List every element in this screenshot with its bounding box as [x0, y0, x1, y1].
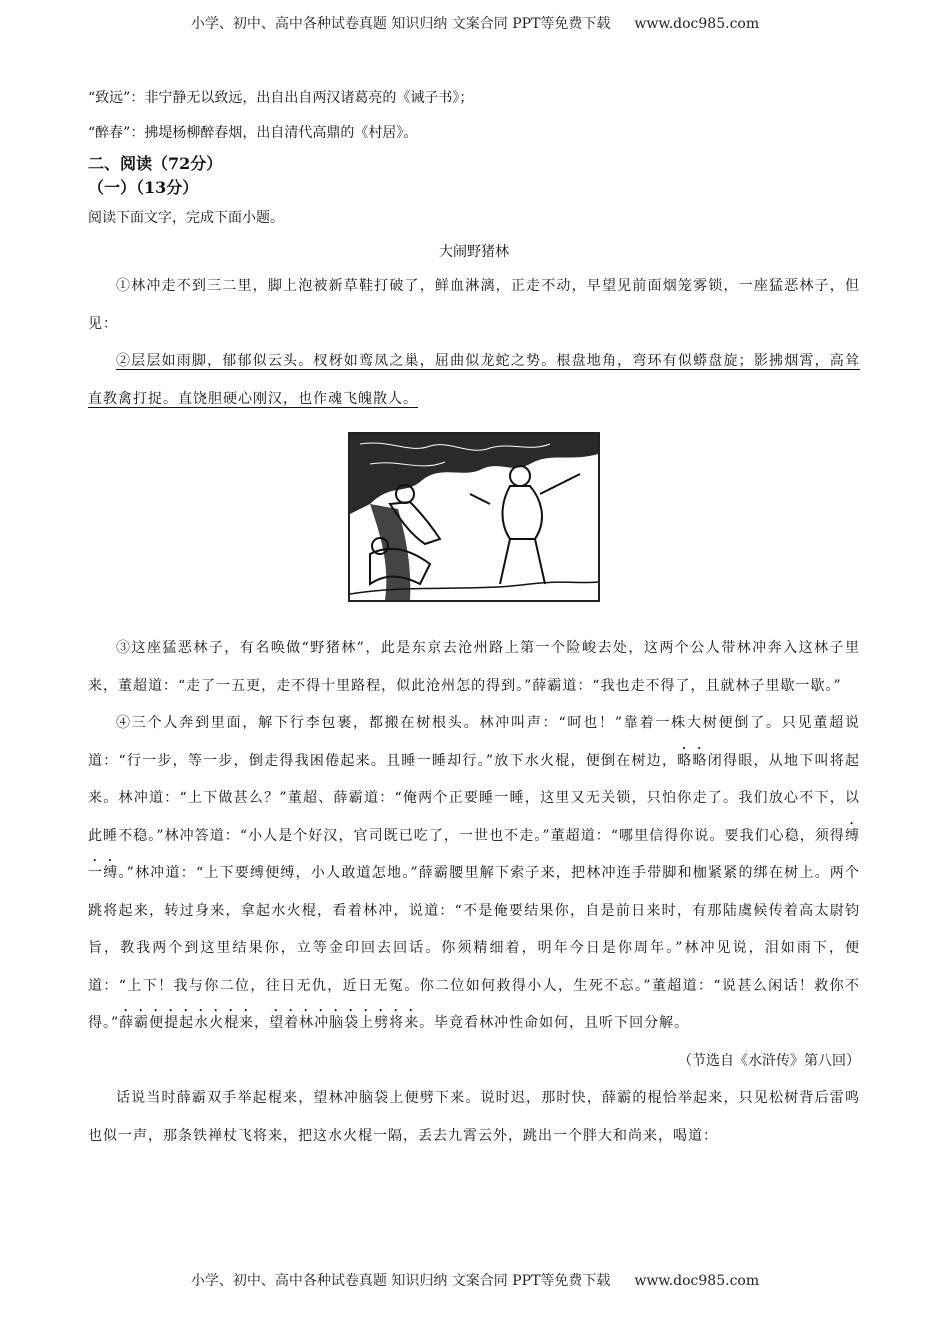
- document-body: [88, 88, 860, 1155]
- section-title: 二、阅读（72分）: [88, 154, 223, 173]
- illustration-woodcut: [348, 432, 600, 602]
- page-header: [0, 13, 950, 33]
- footer-text: 小学、初中、高中各种试卷真题 知识归纳 文案合同 PPT等免费下载: [190, 1273, 611, 1289]
- paragraph-1: ①林冲走不到三二里，脚上泡被新草鞋打破了，鲜血淋漓，正走不动，早望见前面烟笼雾锁，一座猛恶林子，但见：: [88, 278, 860, 332]
- paragraph-4-part-d: 。毕竟看林冲性命如何，且听下回分解。: [419, 1015, 690, 1031]
- emphasis-lvelve: 略略: [677, 752, 708, 769]
- paragraph-4-part-c: 。”林冲道：“上下要缚便缚，小人敢道怎地。”薛霸腰里解下索子来，把林冲连手带脚和枷紧紧的绑在树上。两个跳将起来，转过身来，拿起水火棍，看着林冲，说道：“不是俺要结果你，自是前日来时，有那陆虞候传着高太尉钧旨，教我两个到这里结果你，立等金印回去回话。你须精细着，明年今日是你周年。”林冲见说，泪如雨下，便道：“上下！我与你二位，往日无仇，近日无冤。你二位如何救得小人，生死不忘。”董超道：“说甚么闲话！救你不得。”: [88, 865, 861, 1031]
- note-zuichun: “醉春”：拂堤杨柳醉春烟，出自清代高鼎的《村居》。: [88, 125, 418, 141]
- instruction: 阅读下面文字，完成下面小题。: [88, 210, 284, 226]
- emphasis-xueba: 薛霸便提起水火棍来，望着林冲脑袋上劈将来: [119, 1015, 420, 1031]
- paragraph-4: [88, 705, 860, 1043]
- header-text: 小学、初中、高中各种试卷真题 知识归纳 文案合同 PPT等免费下载: [190, 16, 611, 32]
- passage-title: 大闹野猪林: [439, 244, 509, 260]
- page-footer: [0, 1270, 950, 1290]
- paragraph-4-part-a: ④三个人奔到里面，解下行李包裹，都搬在树根头。林冲叫声：“呵也！”靠着一株大树便倒了。只见董超说道：“行一步，等一步，倒走得我困倦起来。且睡一睡却行。”放下水火棍，便倒在树边，: [88, 715, 860, 769]
- illustration-drawing: [350, 434, 598, 600]
- header-url[interactable]: www.doc985.com: [634, 16, 760, 32]
- paragraph-3: ③这座猛恶林子，有名唤做“野猪林”，此是东京去沧州路上第一个险峻去处，这两个公人带林冲奔入这林子里来，董超道：“走了一五更，走不得十里路程，似此沧州怎的得到。”薛霸道：“我也走不得了，且就林子里歇一歇。”: [88, 640, 860, 694]
- footer-url[interactable]: www.doc985.com: [634, 1273, 760, 1289]
- paragraph-4-part-b: 闭得眼，从地下叫将起来。林冲道：“上下做甚么？”董超、薛霸道：“俺两个正要睡一睡，这里又无关锁，只怕你走了。我们放心不下，以此睡不稳。”林冲答道：“小人是个好汉，官司既已吃了，一世也不走。”董超道：“哪里信得你说。要我们心稳，须得: [88, 752, 861, 844]
- paragraph-2: ②层层如雨脚，郁郁似云头。杈枒如鸾凤之巢，屈曲似龙蛇之势。根盘地角，弯环有似蟒盘旋；影拂烟霄，高耸直教禽打捉。直饶胆硬心刚汉，也作魂飞魄散人。: [88, 353, 860, 407]
- paragraph-5: 话说当时薛霸双手举起棍来，望林冲脑袋上便劈下来。说时迟，那时快，薛霸的棍恰举起来，只见松树背后雷鸣也似一声，那条铁禅杖飞将来，把这水火棍一隔，丢去九霄云外，跳出一个胖大和尚来，喝道：: [88, 1090, 860, 1144]
- source-citation: （节选自《水浒传》第八回）: [678, 1052, 860, 1069]
- subsection-title: （一）（13分）: [88, 178, 199, 197]
- emphasis-fuyifu: 缚一缚: [88, 827, 860, 881]
- note-zhiyuan: “致远”：非宁静无以致远，出自出自两汉诸葛亮的《诫子书》；: [88, 90, 474, 106]
